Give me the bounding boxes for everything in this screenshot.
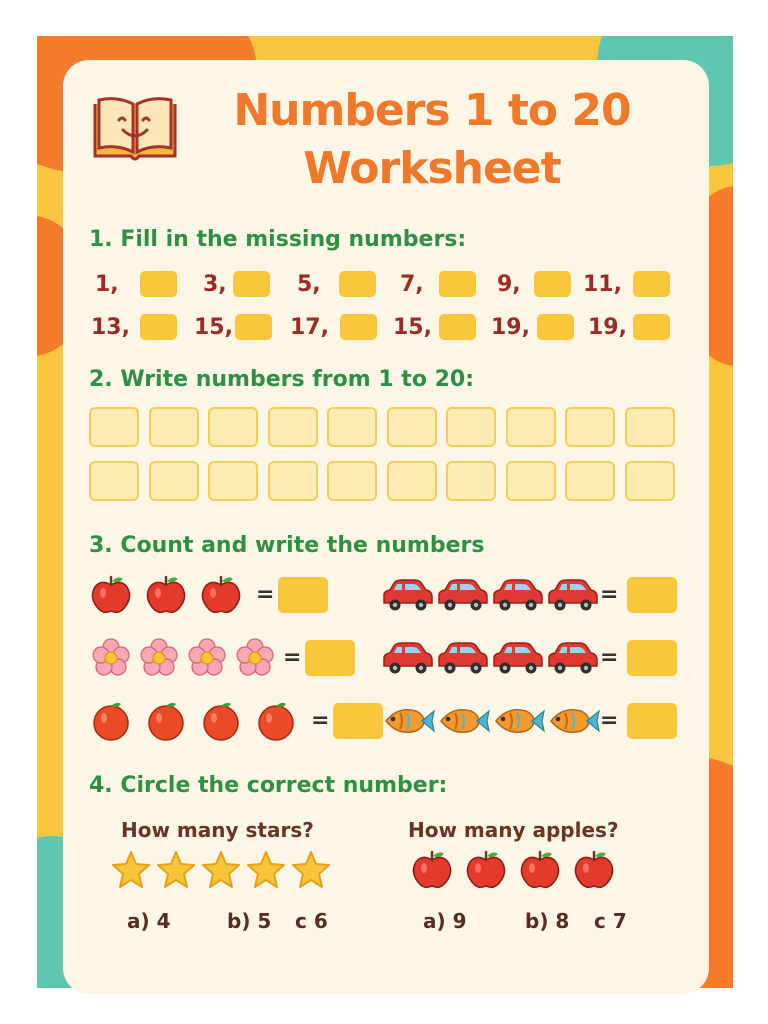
write-number-box[interactable] (327, 461, 377, 501)
title-line-1: Numbers 1 to 20 (233, 85, 631, 136)
apple-icon (464, 848, 508, 896)
equals-sign: = (600, 708, 619, 733)
section-1-heading: 1. Fill in the missing numbers: (89, 227, 467, 252)
fish-icon (380, 701, 436, 745)
missing-number-box[interactable] (140, 314, 177, 340)
missing-number-box[interactable] (633, 314, 670, 340)
missing-number-box[interactable] (439, 271, 476, 297)
write-number-box[interactable] (625, 407, 675, 447)
count-answer-box[interactable] (278, 577, 328, 613)
write-number-box[interactable] (327, 407, 377, 447)
flower-icon (89, 636, 133, 684)
apple-icon (518, 848, 562, 896)
flower-icon (137, 636, 181, 684)
worksheet-card (63, 60, 709, 994)
write-number-box[interactable] (446, 461, 496, 501)
car-icon (380, 638, 434, 682)
sequence-number: 11, (583, 272, 622, 297)
sequence-number: 15, (194, 315, 233, 340)
sequence-number: 13, (91, 315, 130, 340)
write-number-box[interactable] (565, 461, 615, 501)
apples-question: How many apples? (408, 818, 619, 842)
equals-sign: = (311, 708, 330, 733)
star-icon (111, 850, 151, 894)
write-number-box[interactable] (149, 407, 199, 447)
orange-icon (254, 699, 298, 747)
write-number-box[interactable] (268, 407, 318, 447)
flower-icon (185, 636, 229, 684)
star-icon (201, 850, 241, 894)
sequence-number: 17, (290, 315, 329, 340)
car-icon (545, 638, 599, 682)
missing-number-box[interactable] (140, 271, 177, 297)
orange-icon (144, 699, 188, 747)
equals-sign: = (283, 645, 302, 670)
stars-choice-c[interactable]: c 6 (295, 909, 328, 933)
count-answer-box[interactable] (627, 577, 677, 613)
fish-icon (490, 701, 546, 745)
apple-icon (144, 573, 188, 621)
count-answer-box[interactable] (305, 640, 355, 676)
write-number-box[interactable] (506, 407, 556, 447)
count-answer-box[interactable] (627, 703, 677, 739)
sequence-number: 9, (497, 272, 521, 297)
missing-number-box[interactable] (233, 271, 270, 297)
sequence-number: 19, (588, 315, 627, 340)
car-icon (490, 575, 544, 619)
fish-icon (545, 701, 601, 745)
write-number-box[interactable] (89, 461, 139, 501)
apples-choice-a[interactable]: a) 9 (423, 909, 467, 933)
missing-number-box[interactable] (439, 314, 476, 340)
missing-number-box[interactable] (235, 314, 272, 340)
sequence-number: 1, (95, 272, 119, 297)
write-number-box[interactable] (149, 461, 199, 501)
section-4-heading: 4. Circle the correct number: (89, 773, 448, 798)
apples-choice-c[interactable]: c 7 (594, 909, 627, 933)
car-icon (545, 575, 599, 619)
write-number-box[interactable] (506, 461, 556, 501)
apple-row (410, 848, 630, 892)
sequence-number: 5, (297, 272, 321, 297)
book-icon (91, 94, 179, 166)
missing-number-box[interactable] (534, 271, 571, 297)
write-number-box[interactable] (89, 407, 139, 447)
write-number-box[interactable] (268, 461, 318, 501)
sequence-number: 7, (400, 272, 424, 297)
orange-icon (89, 699, 133, 747)
orange-icon (199, 699, 243, 747)
counting-area (63, 565, 709, 755)
write-number-box[interactable] (565, 407, 615, 447)
fish-icon (435, 701, 491, 745)
write-number-box[interactable] (387, 461, 437, 501)
car-icon (490, 638, 544, 682)
equals-sign: = (600, 582, 619, 607)
apple-icon (410, 848, 454, 896)
car-icon (435, 575, 489, 619)
star-icon (291, 850, 331, 894)
apple-icon (89, 573, 133, 621)
missing-number-box[interactable] (633, 271, 670, 297)
sequence-number: 3, (203, 272, 227, 297)
star-row (111, 850, 341, 890)
section-3-heading: 3. Count and write the numbers (89, 533, 485, 558)
sequence-number: 19, (491, 315, 530, 340)
stars-choice-b[interactable]: b) 5 (227, 909, 272, 933)
write-number-box[interactable] (208, 461, 258, 501)
star-icon (156, 850, 196, 894)
write-number-box[interactable] (387, 407, 437, 447)
write-number-box[interactable] (625, 461, 675, 501)
section-2-heading: 2. Write numbers from 1 to 20: (89, 367, 474, 392)
missing-number-box[interactable] (340, 314, 377, 340)
equals-sign: = (256, 582, 275, 607)
apple-icon (572, 848, 616, 896)
apples-choice-b[interactable]: b) 8 (525, 909, 570, 933)
write-number-box[interactable] (446, 407, 496, 447)
count-answer-box[interactable] (333, 703, 383, 739)
write-numbers-grid (89, 407, 679, 507)
apple-icon (199, 573, 243, 621)
sequence-number: 15, (393, 315, 432, 340)
missing-number-box[interactable] (339, 271, 376, 297)
count-answer-box[interactable] (627, 640, 677, 676)
star-icon (246, 850, 286, 894)
missing-number-box[interactable] (537, 314, 574, 340)
equals-sign: = (600, 645, 619, 670)
car-icon (435, 638, 489, 682)
title-line-2: Worksheet (303, 143, 561, 194)
write-number-box[interactable] (208, 407, 258, 447)
flower-icon (233, 636, 277, 684)
stars-choice-a[interactable]: a) 4 (127, 909, 171, 933)
car-icon (380, 575, 434, 619)
stars-question: How many stars? (121, 818, 314, 842)
